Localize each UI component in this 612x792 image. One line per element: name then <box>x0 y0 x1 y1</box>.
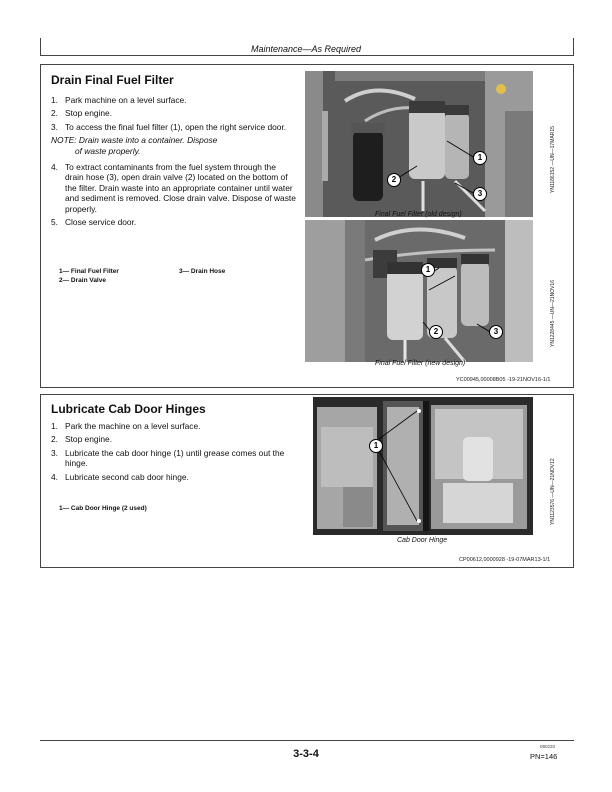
figure-caption: Cab Door Hinge <box>397 537 448 544</box>
callout-2: 2 <box>429 325 443 339</box>
figure-caption: Final Fuel Filter (old design) <box>375 211 462 218</box>
callout-3: 3 <box>473 187 487 201</box>
step-number: 3. <box>51 121 58 132</box>
callout-1: 1 <box>421 263 435 277</box>
page-pn: PN=146 <box>530 752 558 761</box>
step <box>51 122 296 132</box>
step-text: Stop engine. <box>65 108 113 119</box>
footer-rule <box>40 740 574 741</box>
step-text: Stop engine. <box>65 434 113 445</box>
step <box>51 217 296 227</box>
step-text: Lubricate second cab door hinge. <box>65 471 189 482</box>
step-text: To extract contaminants from the fuel system through the drain hose (3), open drain valve (2) located on the bottom of the filter. Drain waste into an appropriate container until water and sediment is removed. Close drain valve. Dispose of waste properly. <box>65 162 296 214</box>
step-text: Lubricate the cab door hinge (1) until grease comes out the hinge. <box>65 447 285 469</box>
step <box>51 472 296 482</box>
note-line: of waste properly. <box>75 145 141 156</box>
step <box>51 421 296 431</box>
note <box>51 135 296 156</box>
step-number: 1. <box>51 95 58 105</box>
step-number: 2. <box>51 108 58 119</box>
step <box>51 162 296 214</box>
callout-1: 1 <box>473 151 487 165</box>
legend-item: 1— Cab Door Hinge (2 used) <box>59 505 147 512</box>
fuel-filter-old-photo <box>305 71 533 217</box>
section-drain-fuel-filter <box>40 64 574 388</box>
cab-door-illustration <box>313 397 533 535</box>
footer-code: 090220 <box>540 744 556 749</box>
step-number: 2. <box>51 434 58 445</box>
cab-door-photo <box>313 397 533 535</box>
section-lubricate-hinges <box>40 394 574 568</box>
section-title: Lubricate Cab Door Hinges <box>51 402 206 416</box>
step-list <box>51 421 296 485</box>
legend-item: 2— Drain Valve <box>59 277 106 284</box>
step <box>51 108 296 118</box>
step <box>51 448 296 469</box>
step-text: Close service door. <box>65 217 137 228</box>
step-number: 3. <box>51 447 58 458</box>
step-number: 4. <box>51 162 58 173</box>
figure-code: YN1186152 —UN—17MAR15 <box>550 126 556 193</box>
reference-code: YC00945,00008B05 -19-21NOV16-1/1 <box>456 377 551 383</box>
step-number: 1. <box>51 421 58 431</box>
figure-code: YN1123576 —UN—21NOV12 <box>550 458 556 525</box>
step-list <box>51 95 296 230</box>
step <box>51 95 296 105</box>
page-number: 3-3-4 <box>293 748 319 760</box>
reference-code: CP00612,0000928 -19-07MAR13-1/1 <box>459 557 551 563</box>
fuel-filter-new-illustration <box>305 220 533 362</box>
step-text: Park the machine on a level surface. <box>65 421 201 431</box>
running-header: Maintenance—As Required <box>250 44 362 54</box>
step-number: 4. <box>51 471 58 482</box>
step-text: Park machine on a level surface. <box>65 95 187 105</box>
legend-item: 1— Final Fuel Filter <box>59 268 119 275</box>
callout-1: 1 <box>369 439 383 453</box>
step <box>51 434 296 444</box>
figure-caption: Final Fuel Filter (new design) <box>375 360 466 367</box>
callout-2: 2 <box>387 173 401 187</box>
fuel-filter-new-photo <box>305 220 533 362</box>
callout-3: 3 <box>489 325 503 339</box>
legend-item: 3— Drain Hose <box>179 268 226 275</box>
figure-code: YN1228445 —UN—21NOV16 <box>550 280 556 347</box>
note-line: NOTE: Drain waste into a container. Dispose <box>51 135 218 146</box>
section-title: Drain Final Fuel Filter <box>51 73 174 87</box>
fuel-filter-old-illustration <box>305 71 533 217</box>
step-text: To access the final fuel filter (1), open the right service door. <box>65 121 287 132</box>
step-number: 5. <box>51 217 58 228</box>
